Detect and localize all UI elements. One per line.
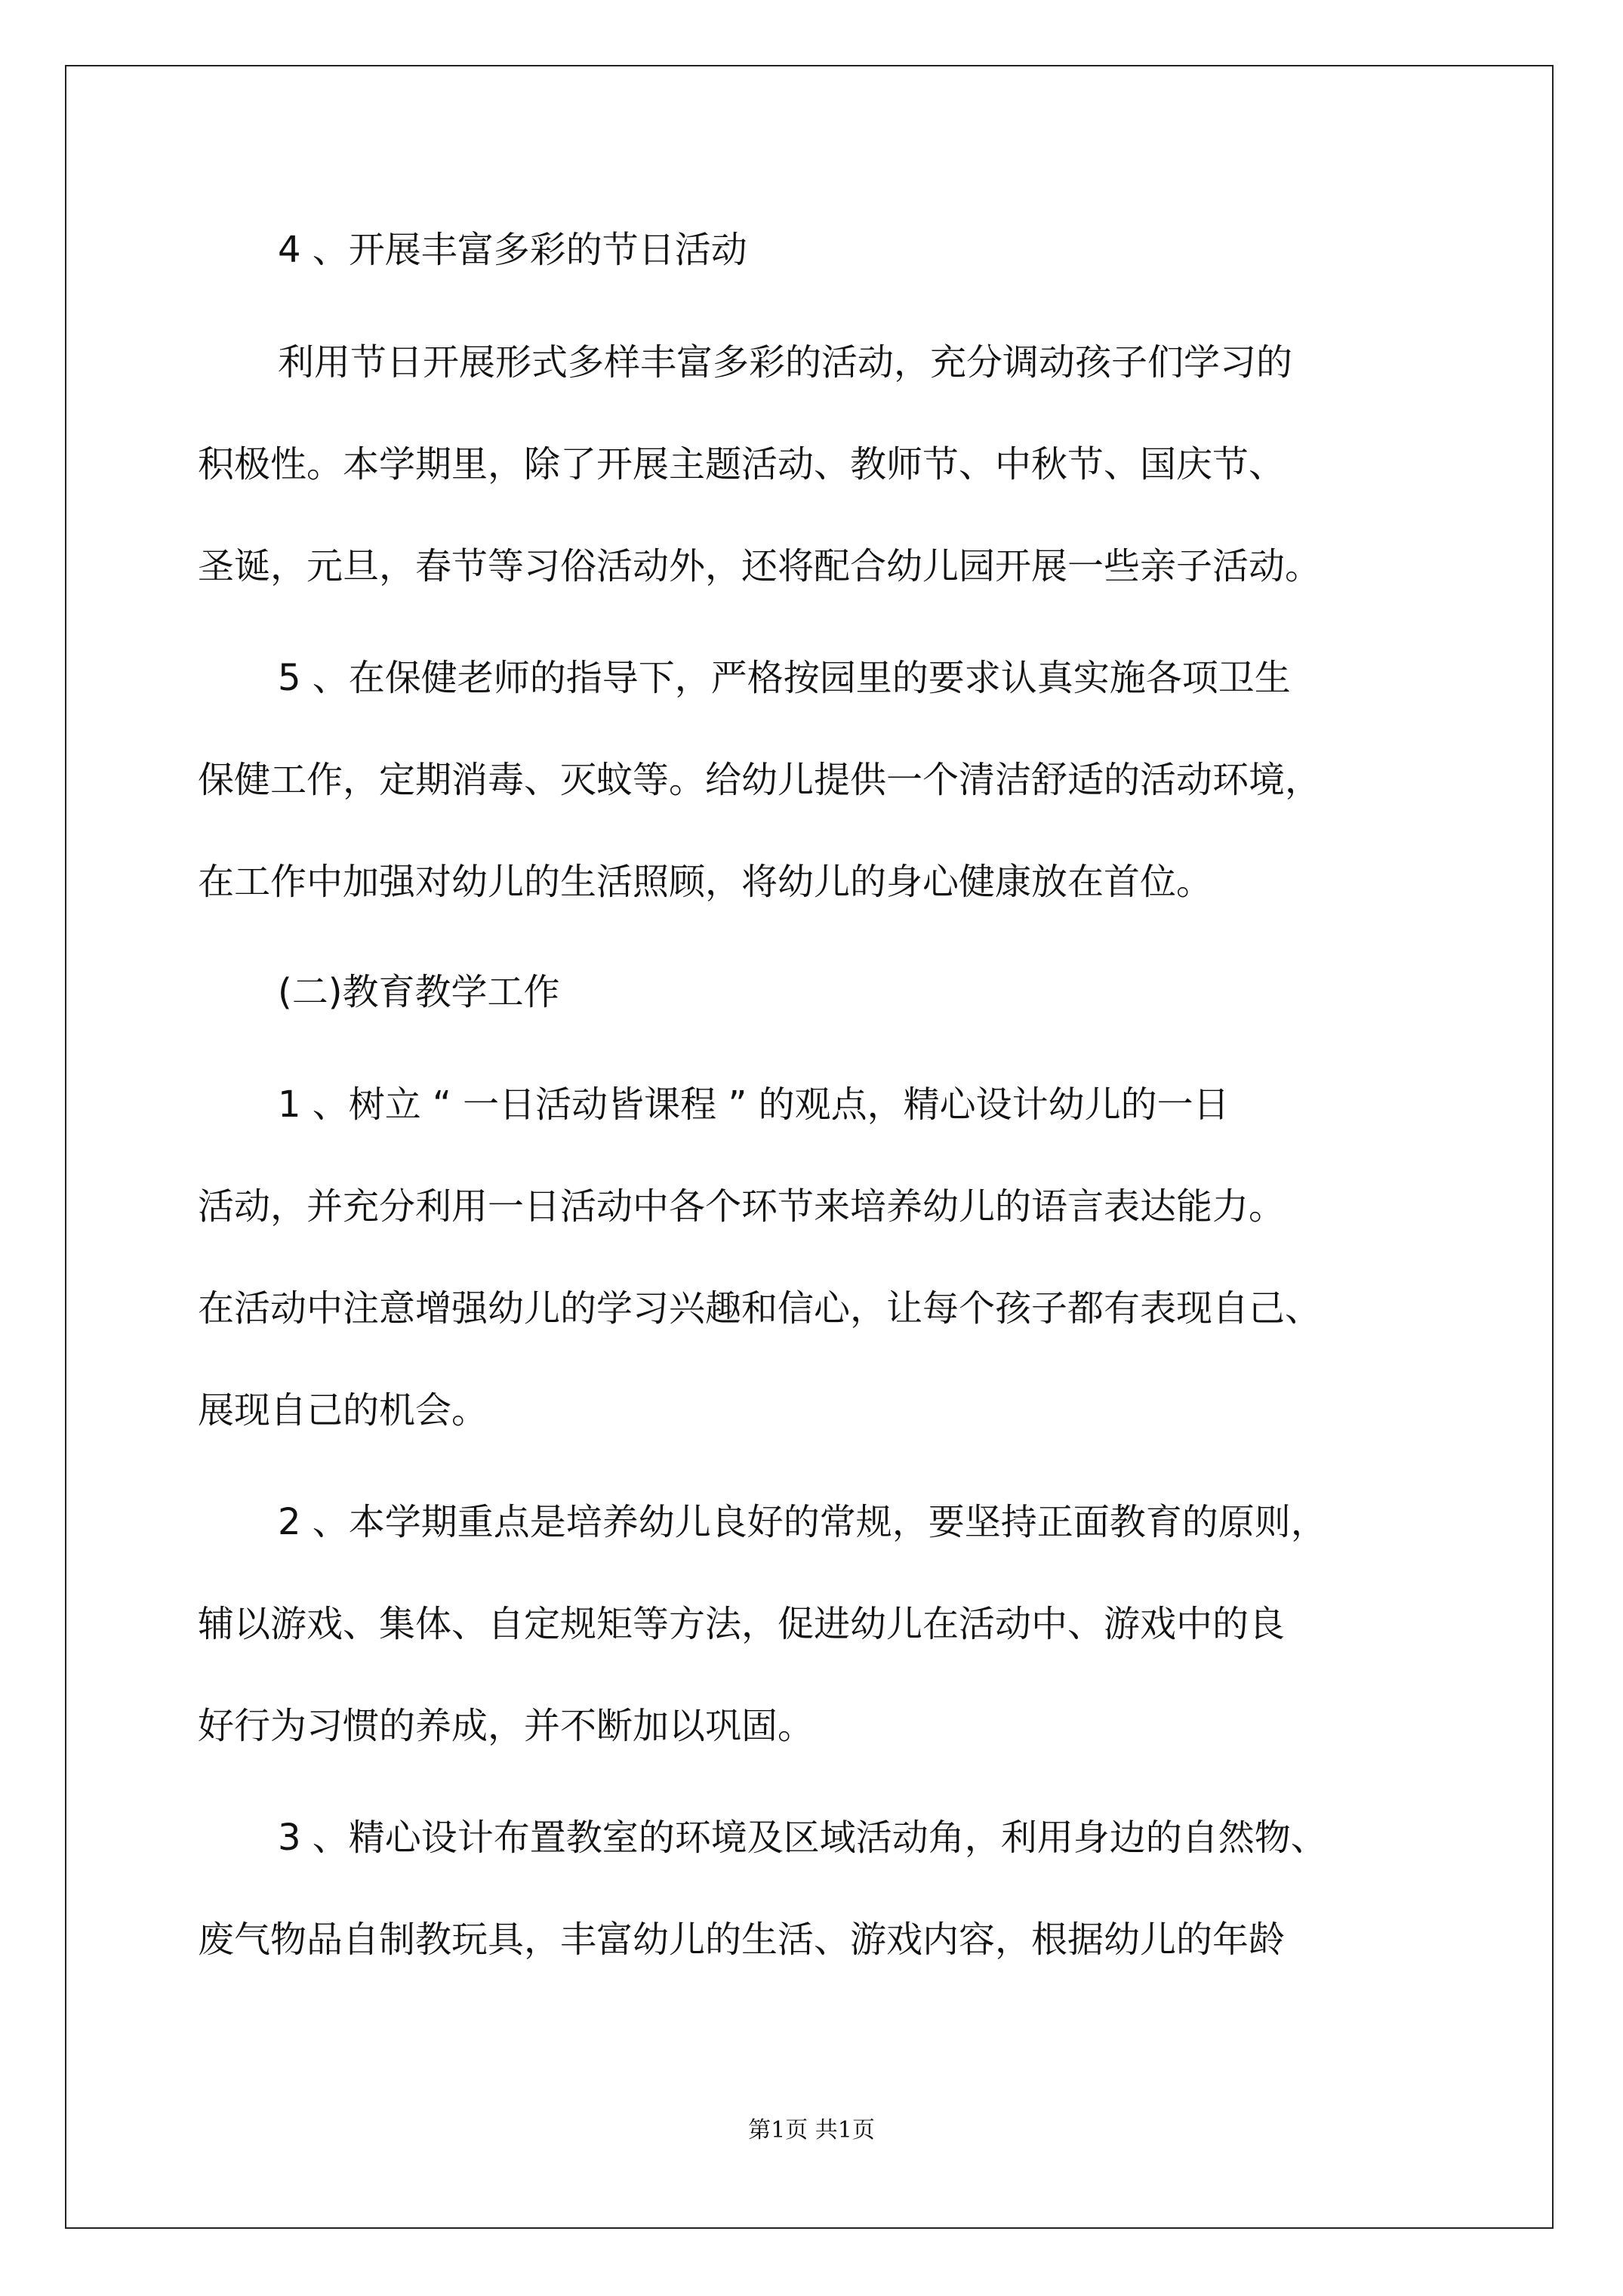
text-line: 活动，并充分利用一日活动中各个环节来培养幼儿的语言表达能力。 (198, 1185, 1286, 1228)
text-line: 1 、树立 “ 一日活动皆课程 ” 的观点，精心设计幼儿的一日 (278, 1083, 1230, 1126)
text-line: 辅以游戏、集体、自定规矩等方法，促进幼儿在活动中、游戏中的良 (198, 1603, 1286, 1645)
text-line: 在工作中加强对幼儿的生活照顾，将幼儿的身心健康放在首位。 (198, 861, 1213, 903)
text-line: 在活动中注意增强幼儿的学习兴趣和信心，让每个孩子都有表现自己、 (198, 1287, 1322, 1330)
page-border (65, 65, 1554, 2229)
text-line: 利用节日开展形式多样丰富多彩的活动，充分调动孩子们学习的 (278, 341, 1293, 384)
text-line: 圣诞，元旦，春节等习俗活动外，还将配合幼儿园开展一些亲子活动。 (198, 545, 1322, 587)
section-heading: (二)教育教学工作 (278, 971, 560, 1013)
text-line: 保健工作，定期消毒、灭蚊等。给幼儿提供一个清洁舒适的活动环境， (198, 759, 1322, 801)
text-line: 积极性。本学期里，除了开展主题活动、教师节、中秋节、国庆节、 (198, 443, 1286, 485)
text-line: 4 、开展丰富多彩的节日活动 (278, 229, 747, 271)
text-line: 3 、精心设计布置教室的环境及区域活动角，利用身边的自然物、 (278, 1817, 1327, 1859)
text-line: 5 、在保健老师的指导下，严格按园里的要求认真实施各项卫生 (278, 657, 1291, 699)
text-line: 2 、本学期重点是培养幼儿良好的常规，要坚持正面教育的原则， (278, 1501, 1327, 1543)
page-footer: 第1页 共1页 (748, 2117, 875, 2143)
text-line: 展现自己的机会。 (198, 1389, 488, 1432)
text-line: 废气物品自制教玩具，丰富幼儿的生活、游戏内容，根据幼儿的年龄 (198, 1918, 1286, 1961)
text-line: 好行为习惯的养成，并不断加以巩固。 (198, 1705, 815, 1747)
